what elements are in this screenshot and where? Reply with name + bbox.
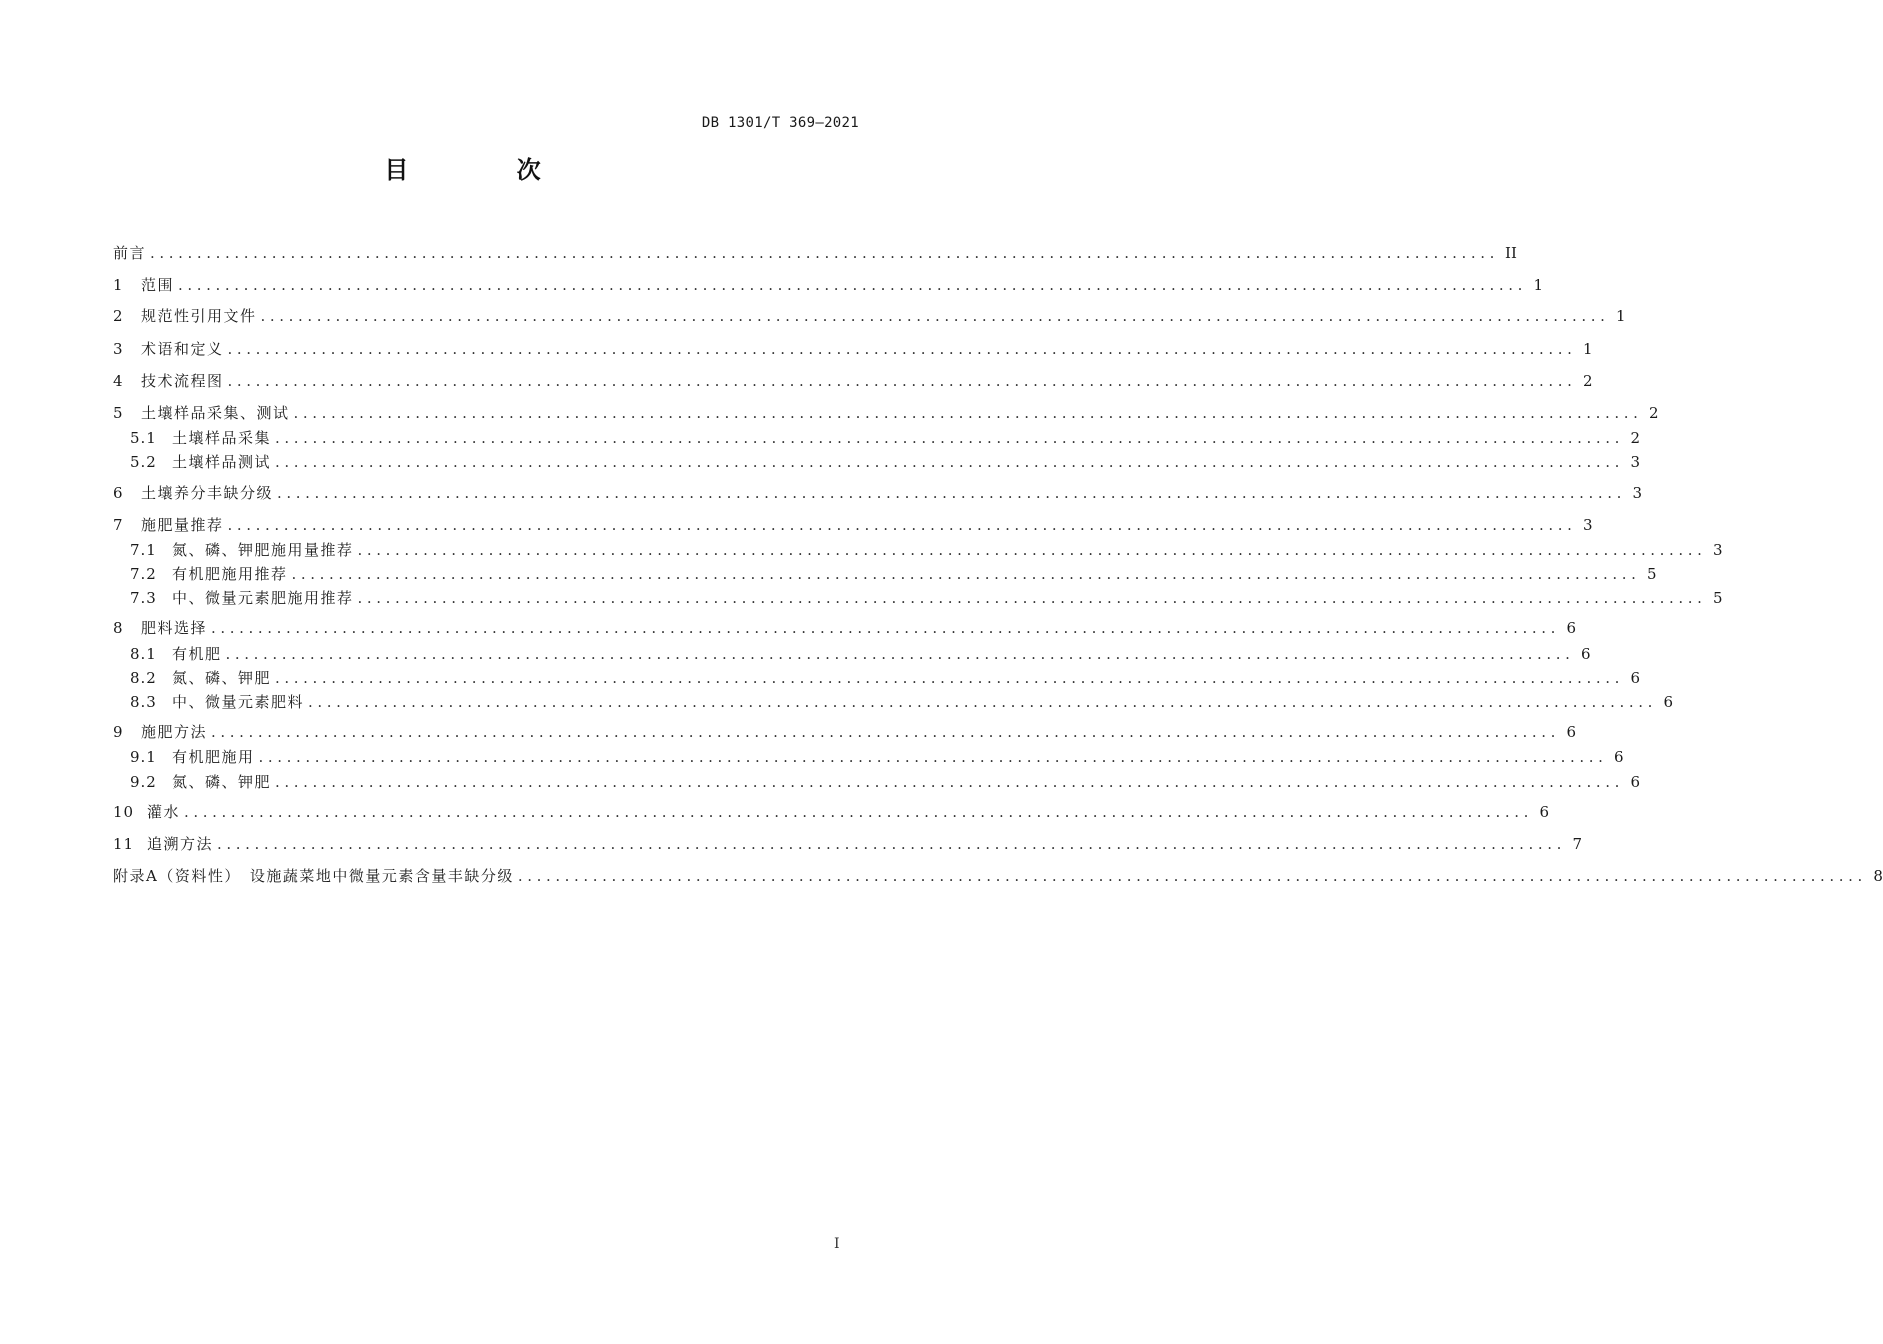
toc-entry-text: 土壤样品采集 [172, 429, 272, 447]
toc-entry-10[interactable] [113, 799, 1550, 821]
toc-entry-text: 技术流程图 [141, 372, 224, 390]
toc-leader-dots: ................................................................................................................................................ [217, 835, 1567, 853]
toc-entry-page: II [1505, 244, 1517, 262]
toc-entry-4[interactable] [113, 368, 1593, 390]
toc-entry-page: 3 [1630, 453, 1641, 471]
toc-entry-number: 5.2 [130, 453, 157, 471]
toc-leader-dots: ................................................................................................................................................ [291, 565, 1641, 583]
toc-entry-text: 施肥方法 [141, 723, 208, 741]
toc-entry-8-3[interactable] [130, 689, 1674, 711]
toc-entry-text: 氮、磷、钾肥 [172, 669, 272, 687]
toc-entry-text: 术语和定义 [141, 340, 224, 358]
toc-entry-number: 7.1 [130, 541, 157, 559]
toc-entry-5-2[interactable] [130, 449, 1641, 471]
toc-leader-dots: ................................................................................................................................................ [275, 773, 1625, 791]
toc-leader-dots: ................................................................................................................................................ [184, 803, 1534, 821]
page-title: 目 次 [384, 156, 591, 184]
toc-entry-number: 11 [113, 835, 135, 853]
toc-entry-text: 土壤样品采集、测试 [141, 404, 290, 422]
toc-entry-text: 范围 [141, 276, 175, 294]
toc-leader-dots: ................................................................................................................................................ [150, 244, 1500, 262]
toc-entry-page: 6 [1580, 645, 1591, 663]
toc-leader-dots: ................................................................................................................................................ [275, 429, 1625, 447]
toc-entry-8-2[interactable] [130, 665, 1641, 687]
toc-leader-dots: ................................................................................................................................................ [227, 516, 1577, 534]
toc-entry-7[interactable] [113, 512, 1593, 534]
toc-entry-number: 6 [113, 484, 124, 502]
toc-leader-dots: ................................................................................................................................................ [357, 589, 1707, 607]
toc-entry-number: 9.1 [130, 748, 157, 766]
toc-entry-text: 有机肥施用 [172, 748, 255, 766]
toc-entry-page: 8 [1873, 867, 1883, 885]
toc-entry-2[interactable] [113, 303, 1626, 325]
toc-entry-page: 2 [1582, 372, 1593, 390]
toc-entry-text: 追溯方法 [147, 835, 214, 853]
toc-entry-text: 有机肥施用推荐 [172, 565, 288, 583]
toc-entry-page: 2 [1630, 429, 1641, 447]
toc-entry-text: 附录A（资料性） 设施蔬菜地中微量元素含量丰缺分级 [113, 867, 514, 885]
toc-entry-5-1[interactable] [130, 425, 1641, 447]
toc-entry-page: 5 [1712, 589, 1723, 607]
toc-leader-dots: ................................................................................................................................................ [275, 669, 1625, 687]
toc-entry-7-2[interactable] [130, 561, 1657, 583]
toc-entry-appendix-a[interactable] [113, 863, 1883, 885]
toc-leader-dots: ................................................................................................................................................ [517, 867, 1867, 885]
toc-entry-1[interactable] [113, 272, 1544, 294]
toc-entry-number: 8.3 [130, 693, 157, 711]
toc-entry-number: 8.1 [130, 645, 157, 663]
toc-entry-page: 3 [1582, 516, 1593, 534]
toc-entry-number: 7.2 [130, 565, 157, 583]
toc-entry-5[interactable] [113, 400, 1659, 422]
toc-entry-text: 中、微量元素肥料 [172, 693, 305, 711]
toc-entry-page: 1 [1582, 340, 1593, 358]
toc-entry-9-2[interactable] [130, 769, 1641, 791]
toc-leader-dots: ................................................................................................................................................ [308, 693, 1658, 711]
toc-entry-foreword[interactable] [113, 240, 1517, 262]
toc-entry-page: 1 [1615, 307, 1626, 325]
toc-leader-dots: ................................................................................................................................................ [227, 372, 1577, 390]
toc-entry-page: 1 [1533, 276, 1544, 294]
toc-entry-number: 1 [113, 276, 124, 294]
toc-leader-dots: ................................................................................................................................................ [178, 276, 1528, 294]
toc-leader-dots: ................................................................................................................................................ [357, 541, 1707, 559]
toc-entry-number: 10 [113, 803, 135, 821]
toc-entry-page: 6 [1663, 693, 1674, 711]
toc-entry-number: 8.2 [130, 669, 157, 687]
toc-entry-page: 6 [1539, 803, 1550, 821]
toc-entry-6[interactable] [113, 480, 1643, 502]
toc-leader-dots: ................................................................................................................................................ [227, 340, 1577, 358]
toc-entry-7-3[interactable] [130, 585, 1723, 607]
toc-leader-dots: ................................................................................................................................................ [260, 307, 1610, 325]
page-number: I [834, 1236, 840, 1252]
toc-entry-text: 有机肥 [172, 645, 222, 663]
toc-entry-text: 灌水 [147, 803, 181, 821]
toc-entry-8-1[interactable] [130, 641, 1591, 663]
toc-leader-dots: ................................................................................................................................................ [258, 748, 1608, 766]
toc-entry-page: 3 [1632, 484, 1643, 502]
toc-entry-text: 施肥量推荐 [141, 516, 224, 534]
toc-entry-text: 土壤样品测试 [172, 453, 272, 471]
toc-entry-page: 2 [1648, 404, 1659, 422]
toc-entry-page: 6 [1613, 748, 1624, 766]
toc-entry-9-1[interactable] [130, 744, 1624, 766]
toc-entry-text: 氮、磷、钾肥 [172, 773, 272, 791]
toc-entry-number: 9 [113, 723, 124, 741]
toc-entry-page: 3 [1712, 541, 1723, 559]
toc-entry-number: 9.2 [130, 773, 157, 791]
toc-entry-text: 土壤养分丰缺分级 [141, 484, 274, 502]
toc-entry-page: 6 [1566, 619, 1577, 637]
toc-entry-number: 7 [113, 516, 124, 534]
toc-entry-page: 7 [1572, 835, 1583, 853]
toc-entry-number: 5.1 [130, 429, 157, 447]
toc-entry-page: 6 [1630, 669, 1641, 687]
toc-entry-number: 8 [113, 619, 124, 637]
toc-entry-text: 中、微量元素肥施用推荐 [172, 589, 354, 607]
toc-entry-text: 规范性引用文件 [141, 307, 257, 325]
standard-code: DB 1301/T 369—2021 [701, 115, 859, 131]
toc-leader-dots: ................................................................................................................................................ [211, 723, 1561, 741]
toc-entry-page: 5 [1646, 565, 1657, 583]
toc-entry-number: 3 [113, 340, 124, 358]
toc-leader-dots: ................................................................................................................................................ [225, 645, 1575, 663]
toc-entry-page: 6 [1630, 773, 1641, 791]
toc-entry-11[interactable] [113, 831, 1583, 853]
toc-entry-text: 肥料选择 [141, 619, 208, 637]
toc-entry-9[interactable] [113, 719, 1577, 741]
toc-entry-3[interactable] [113, 336, 1593, 358]
toc-entry-page: 6 [1566, 723, 1577, 741]
toc-entry-8[interactable] [113, 615, 1577, 637]
toc-entry-number: 7.3 [130, 589, 157, 607]
toc-entry-number: 4 [113, 372, 124, 390]
toc-entry-7-1[interactable] [130, 537, 1723, 559]
toc-entry-text: 氮、磷、钾肥施用量推荐 [172, 541, 354, 559]
toc-entry-text: 前言 [113, 244, 147, 262]
toc-entry-number: 5 [113, 404, 124, 422]
toc-leader-dots: ................................................................................................................................................ [275, 453, 1625, 471]
toc-leader-dots: ................................................................................................................................................ [293, 404, 1643, 422]
toc-leader-dots: ................................................................................................................................................ [211, 619, 1561, 637]
toc-entry-number: 2 [113, 307, 124, 325]
toc-leader-dots: ................................................................................................................................................ [277, 484, 1627, 502]
